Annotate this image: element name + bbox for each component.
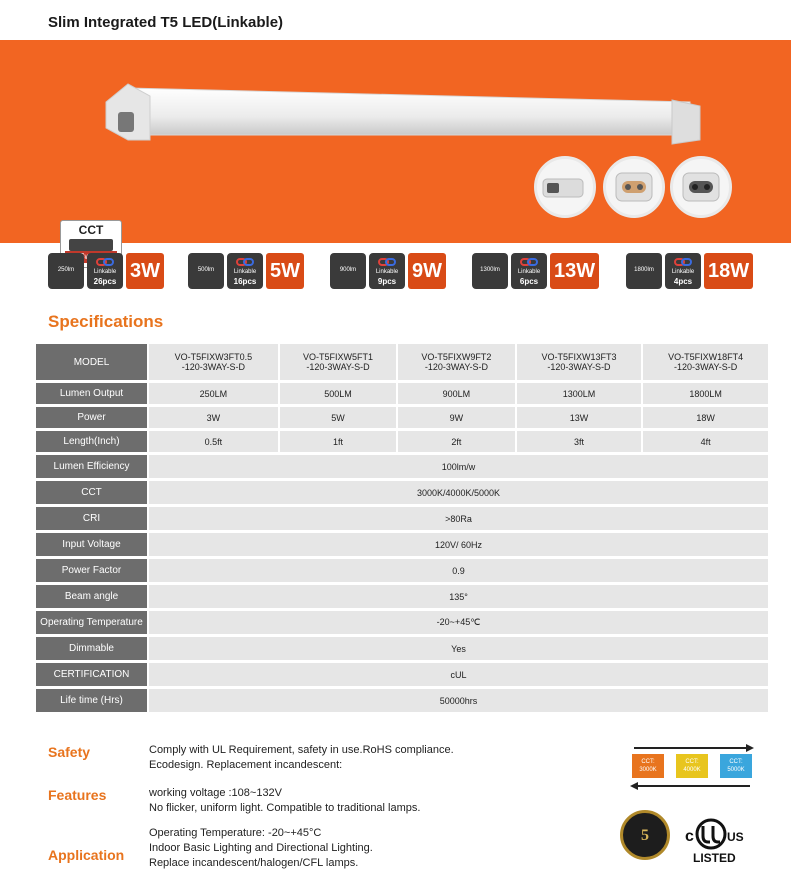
table-cell: 13W (515, 407, 642, 428)
model-cell: VO-T5FIXW13FT3 -120-3WAY-S-D (515, 344, 642, 380)
table-cell: Yes (147, 637, 768, 660)
application-text: Indoor Basic Lighting and Directional Lighting. Replace incandescent/halogen/CFL lamps. (149, 842, 373, 869)
row-label: Lumen Efficiency (36, 455, 147, 478)
watt-value: 9W (408, 253, 446, 289)
table-row (36, 455, 768, 478)
table-cell: 500LM (278, 383, 396, 404)
linkable-icon: Linkable 4pcs (665, 253, 701, 289)
safety-text: Comply with UL Requirement, safety in use.RoHS compliance. Ecodesign. Replacement incandescent: (149, 744, 454, 771)
model-cell: VO-T5FIXW5FT1 -120-3WAY-S-D (278, 344, 396, 380)
connector-end-icon (534, 156, 596, 218)
watt-badge-group (330, 252, 446, 290)
cct-chip-5000k: CCT: 5000K (720, 754, 752, 778)
table-row (36, 344, 768, 380)
model-cell: VO-T5FIXW3FT0.5 -120-3WAY-S-D (147, 344, 278, 380)
linkable-icon: Linkable 6pcs (511, 253, 547, 289)
table-row (36, 533, 768, 556)
table-cell: >80Ra (147, 507, 768, 530)
watt-value: 13W (550, 253, 599, 289)
table-cell: 3000K/4000K/5000K (147, 481, 768, 504)
row-label: CCT (36, 481, 147, 504)
specifications-heading: Specifications (48, 312, 164, 331)
row-label: Beam angle (36, 585, 147, 608)
table-cell: 1300LM (515, 383, 642, 404)
table-cell: 2ft (396, 431, 514, 452)
features-text: working voltage :108~132V No flicker, uniform light. Compatible to traditional lamps. (149, 787, 421, 814)
ul-c-text: c (685, 828, 694, 845)
row-label: Power (36, 407, 147, 428)
table-row (36, 383, 768, 404)
table-row (36, 507, 768, 530)
lumen-icon: 250lm (48, 253, 84, 289)
table-cell: 9W (396, 407, 514, 428)
warranty-seal-icon: 5 (620, 810, 670, 860)
lumen-icon: 900lm (330, 253, 366, 289)
page-title: Slim Integrated T5 LED(Linkable) (48, 14, 284, 31)
row-label: Dimmable (36, 637, 147, 660)
operating-temp-text: Operating Temperature: -20~+45°C (149, 827, 322, 839)
table-cell: 100lm/w (147, 455, 768, 478)
ul-us-text: US (727, 830, 744, 844)
model-cell: VO-T5FIXW18FT4 -120-3WAY-S-D (641, 344, 768, 380)
linkable-icon: Linkable 16pcs (227, 253, 263, 289)
row-label: Power Factor (36, 559, 147, 582)
row-label: MODEL (36, 344, 147, 380)
table-cell: -20~+45℃ (147, 611, 768, 634)
watt-badge-group (48, 252, 164, 290)
table-cell: 900LM (396, 383, 514, 404)
table-cell: cUL (147, 663, 768, 686)
row-label: Lumen Output (36, 383, 147, 404)
row-label: Input Voltage (36, 533, 147, 556)
watt-value: 18W (704, 253, 753, 289)
switch-icon (69, 239, 113, 251)
ul-listed-text: LISTED (693, 851, 736, 865)
socket-front-icon (670, 156, 732, 218)
table-cell: 135° (147, 585, 768, 608)
watt-badge-group (626, 252, 753, 290)
watt-value: 5W (266, 253, 304, 289)
table-row (36, 585, 768, 608)
lumen-icon: 500lm (188, 253, 224, 289)
table-cell: 4ft (641, 431, 768, 452)
table-cell: 50000hrs (147, 689, 768, 712)
table-cell: 18W (641, 407, 768, 428)
row-label: CRI (36, 507, 147, 530)
watt-badge-group (188, 252, 304, 290)
hero-banner (0, 40, 791, 243)
lumen-icon: 1300lm (472, 253, 508, 289)
table-cell: 3ft (515, 431, 642, 452)
table-cell: 5W (278, 407, 396, 428)
cct-chip-3000k: CCT: 3000K (632, 754, 664, 778)
table-row (36, 407, 768, 428)
table-row (36, 663, 768, 686)
lumen-icon: 1800lm (626, 253, 662, 289)
row-label: CERTIFICATION (36, 663, 147, 686)
table-row (36, 611, 768, 634)
safety-heading: Safety (48, 744, 91, 760)
socket-front-icon (603, 156, 665, 218)
table-cell: 1ft (278, 431, 396, 452)
table-row (36, 559, 768, 582)
specifications-table (36, 341, 768, 715)
table-row (36, 481, 768, 504)
row-label: Life time (Hrs) (36, 689, 147, 712)
table-row (36, 689, 768, 712)
table-cell: 120V/ 60Hz (147, 533, 768, 556)
table-row (36, 637, 768, 660)
model-cell: VO-T5FIXW9FT2 -120-3WAY-S-D (396, 344, 514, 380)
cct-chip-4000k: CCT: 4000K (676, 754, 708, 778)
wattage-badges-row (0, 252, 791, 290)
application-heading: Application (48, 847, 125, 863)
table-row (36, 431, 768, 452)
watt-value: 3W (126, 253, 164, 289)
cct-label: CCT (78, 223, 104, 237)
features-heading: Features (48, 787, 107, 803)
cct-selector-graphic (628, 740, 756, 792)
linkable-icon: Linkable 26pcs (87, 253, 123, 289)
linkable-icon: Linkable 9pcs (369, 253, 405, 289)
table-cell: 0.9 (147, 559, 768, 582)
row-label: Operating Temperature (36, 611, 147, 634)
table-cell: 3W (147, 407, 278, 428)
table-cell: 1800LM (641, 383, 768, 404)
table-cell: 0.5ft (147, 431, 278, 452)
table-cell: 250LM (147, 383, 278, 404)
row-label: Length(Inch) (36, 431, 147, 452)
watt-badge-group (472, 252, 599, 290)
